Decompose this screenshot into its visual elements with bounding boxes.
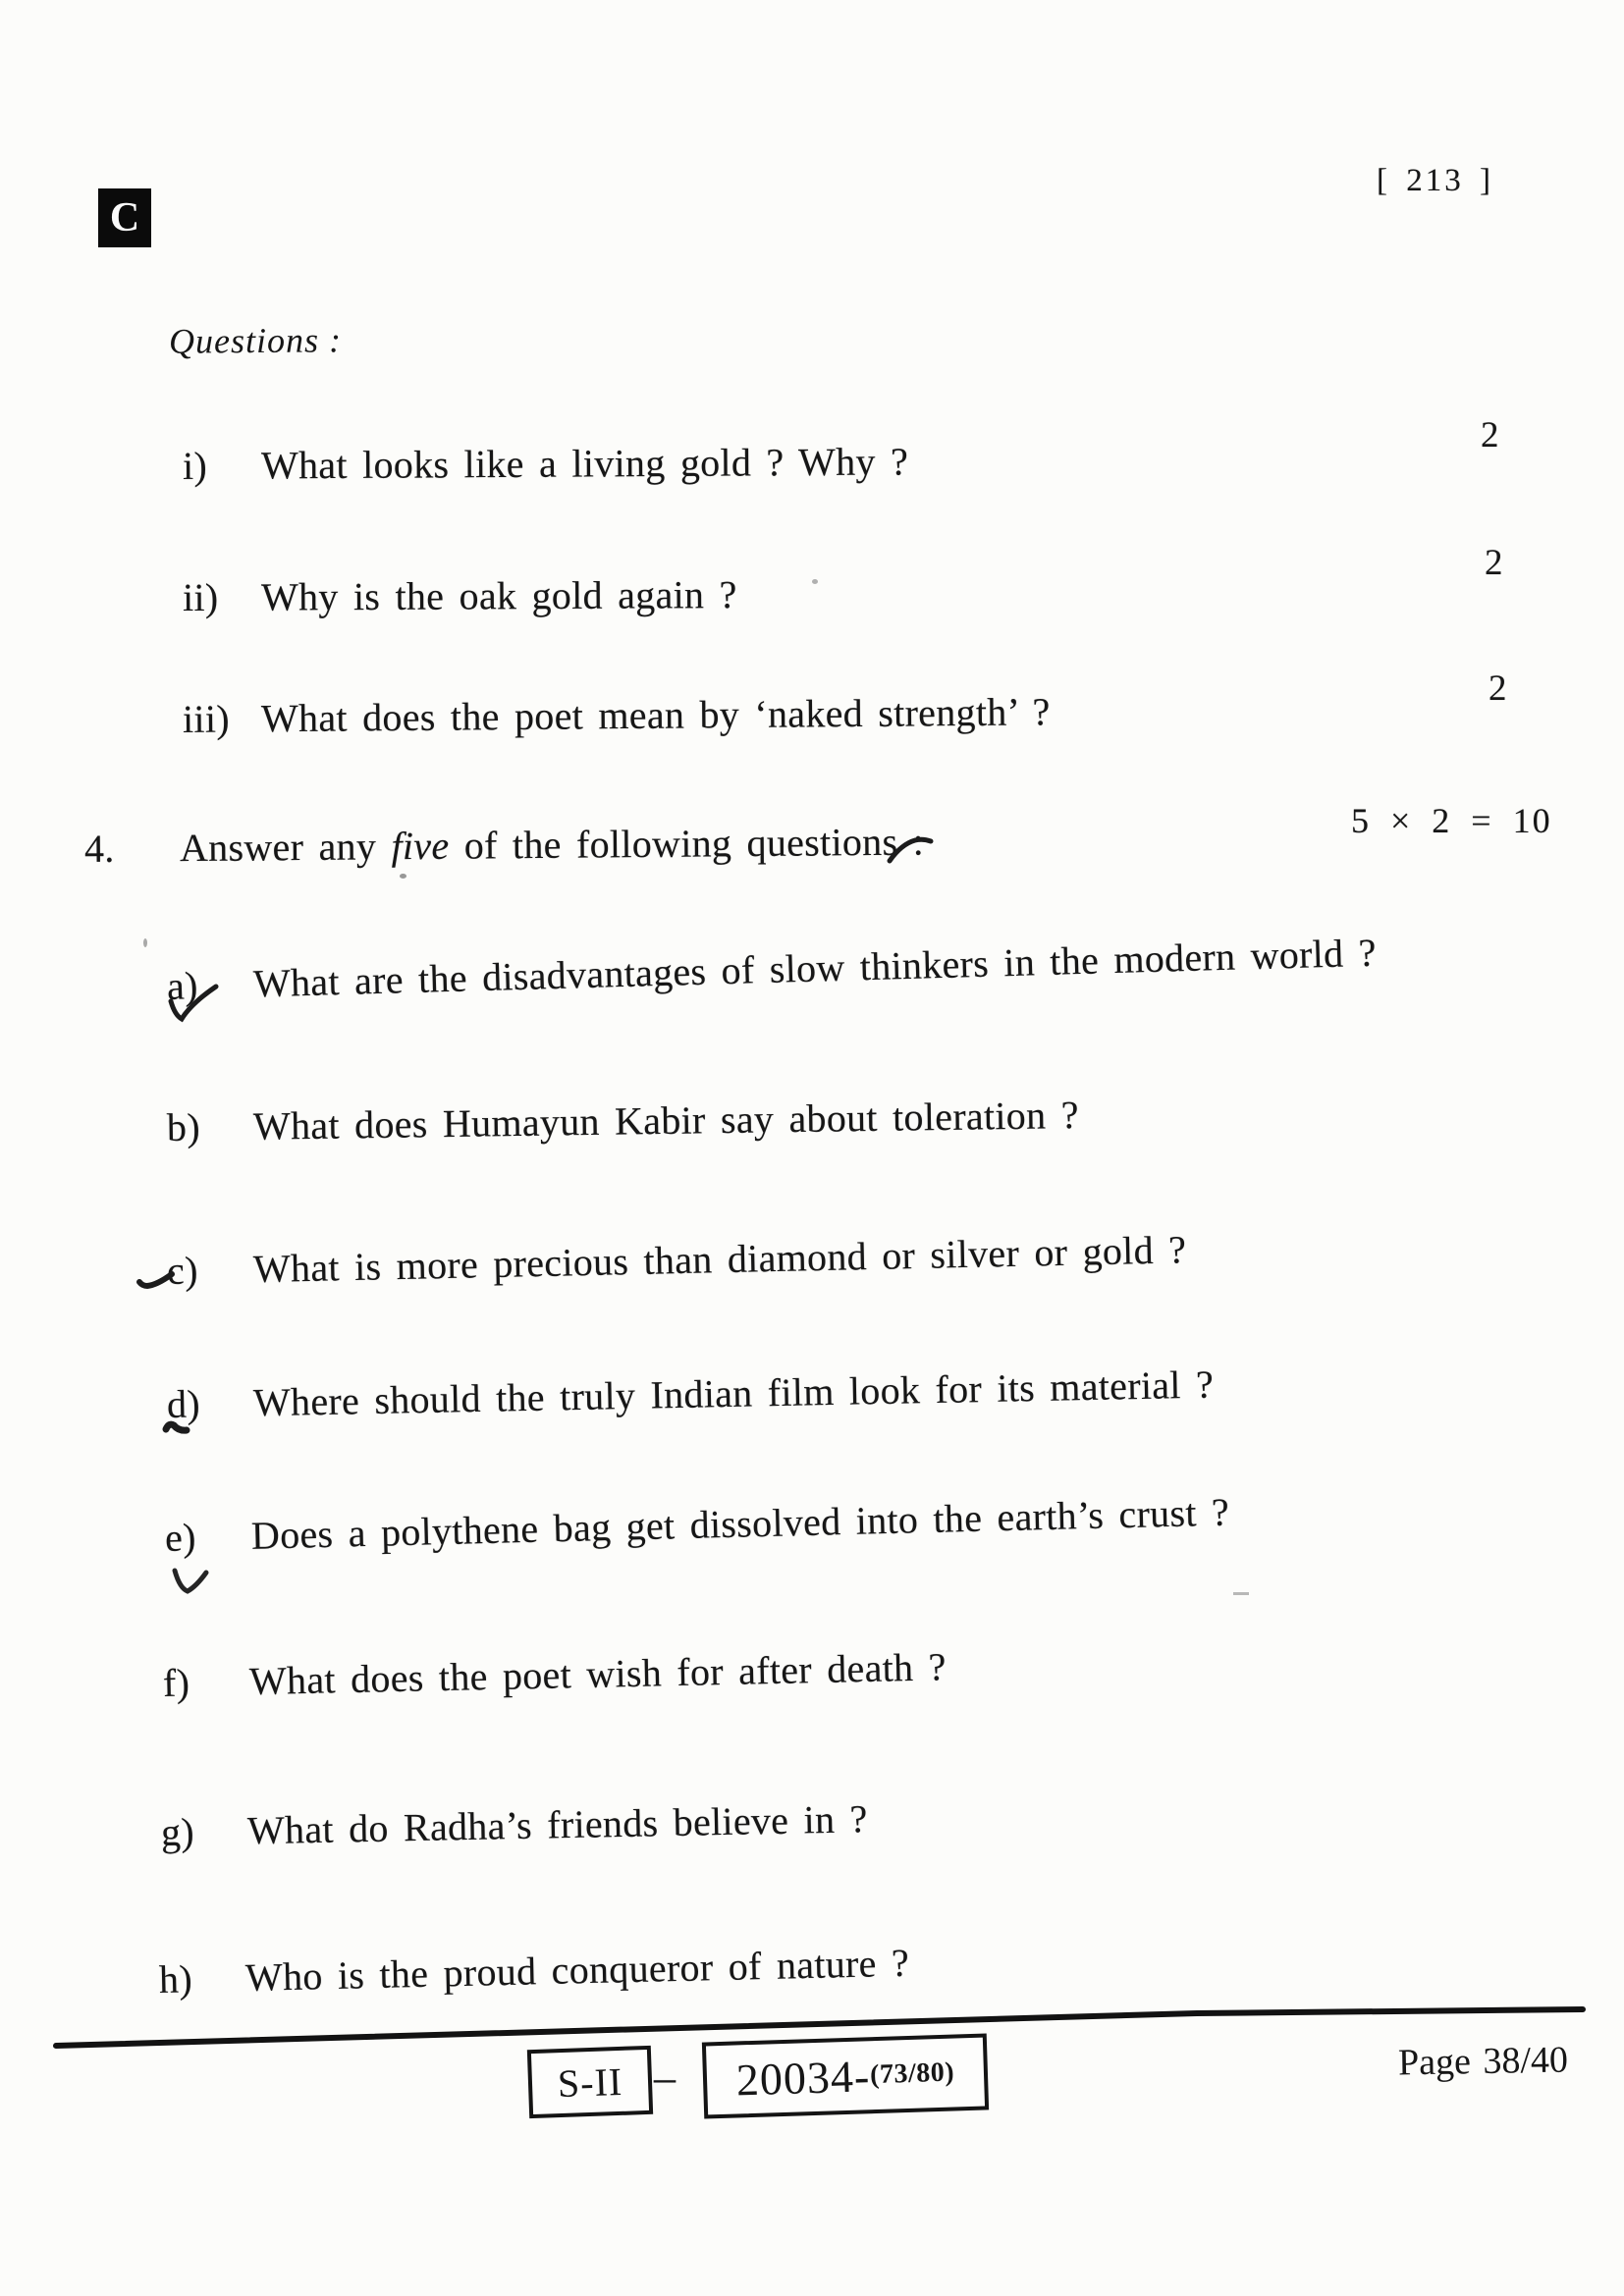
pen-mark-below-d [159,1417,192,1443]
item-label: b) [166,1104,201,1149]
print-code-main: 20034- [735,2050,871,2105]
item-text: What does Humayun Kabir say about toleration ? [252,1093,1080,1148]
paper-code: S-II [557,2058,623,2106]
page-indicator: Page 38/40 [1397,2039,1569,2084]
scan-speck [812,579,818,584]
question-row-i [183,439,908,489]
question-row-iii [183,689,1051,742]
item-row-d [167,1362,1215,1427]
marks-formula: 5 × 2 = 10 [1351,801,1552,840]
question-label: i) [182,443,208,488]
question-number: 4. [83,826,115,871]
scan-speck [400,874,406,879]
section-label: C [109,195,140,240]
item-text: What do Radha’s friends believe in ? [246,1796,869,1853]
question-row-ii [183,572,737,620]
scan-speck [1233,1592,1249,1595]
print-code-box [702,2033,989,2118]
question-4-text: Answer any five of the following questions : [179,819,925,871]
item-label: h) [158,1956,193,2002]
item-text: Who is the proud conqueror of nature ? [244,1940,910,2000]
page-ref: [ 213 ] [1377,163,1493,198]
item-label: f) [162,1660,190,1705]
item-label: e) [164,1515,197,1560]
item-label: d) [166,1381,201,1426]
item-row-b [167,1093,1079,1150]
marks-value: 2 [1485,543,1503,583]
item-row-a [166,931,1377,1009]
marks-value: 2 [1481,415,1499,455]
pen-tick-below-a [165,982,222,1027]
question-text: What looks like a living gold ? Why ? [260,439,909,488]
question-label: ii) [182,574,219,619]
question-label: iii) [182,696,231,741]
item-row-c [167,1227,1187,1294]
paper-code-box [527,2046,653,2118]
questions-heading: Questions : [168,320,343,361]
section-label-box [98,188,151,247]
print-code-sub: (73/80) [869,2056,955,2091]
item-row-e [164,1490,1229,1561]
item-text: What does the poet wish for after death ? [248,1644,947,1704]
pen-mark-after-q4-colon [886,832,937,868]
item-text: Does a polythene bag get dissolved into the earth’s crust ? [250,1489,1230,1558]
item-text: What are the disadvantages of slow thinkers in the modern world ? [252,930,1378,1006]
scan-speck [143,938,147,947]
marks-value: 2 [1489,668,1507,709]
question-text: What does the poet mean by ‘naked strength’ ? [260,689,1051,741]
item-row-g [161,1796,868,1855]
footer-separator: – [654,2054,677,2102]
item-label: a) [166,963,199,1008]
item-label: c) [166,1248,199,1293]
pen-tick-below-c [135,1268,177,1298]
question-text: Why is the oak gold again ? [260,572,737,619]
pen-tick-below-e [169,1563,212,1598]
item-text: What is more precious than diamond or silver or gold ? [252,1227,1187,1292]
emphasized-word: five [391,823,450,869]
question-4-row [84,820,924,872]
item-label: g) [160,1809,195,1854]
item-row-f [163,1644,947,1706]
item-text: Where should the truly Indian film look for its material ? [252,1362,1215,1425]
